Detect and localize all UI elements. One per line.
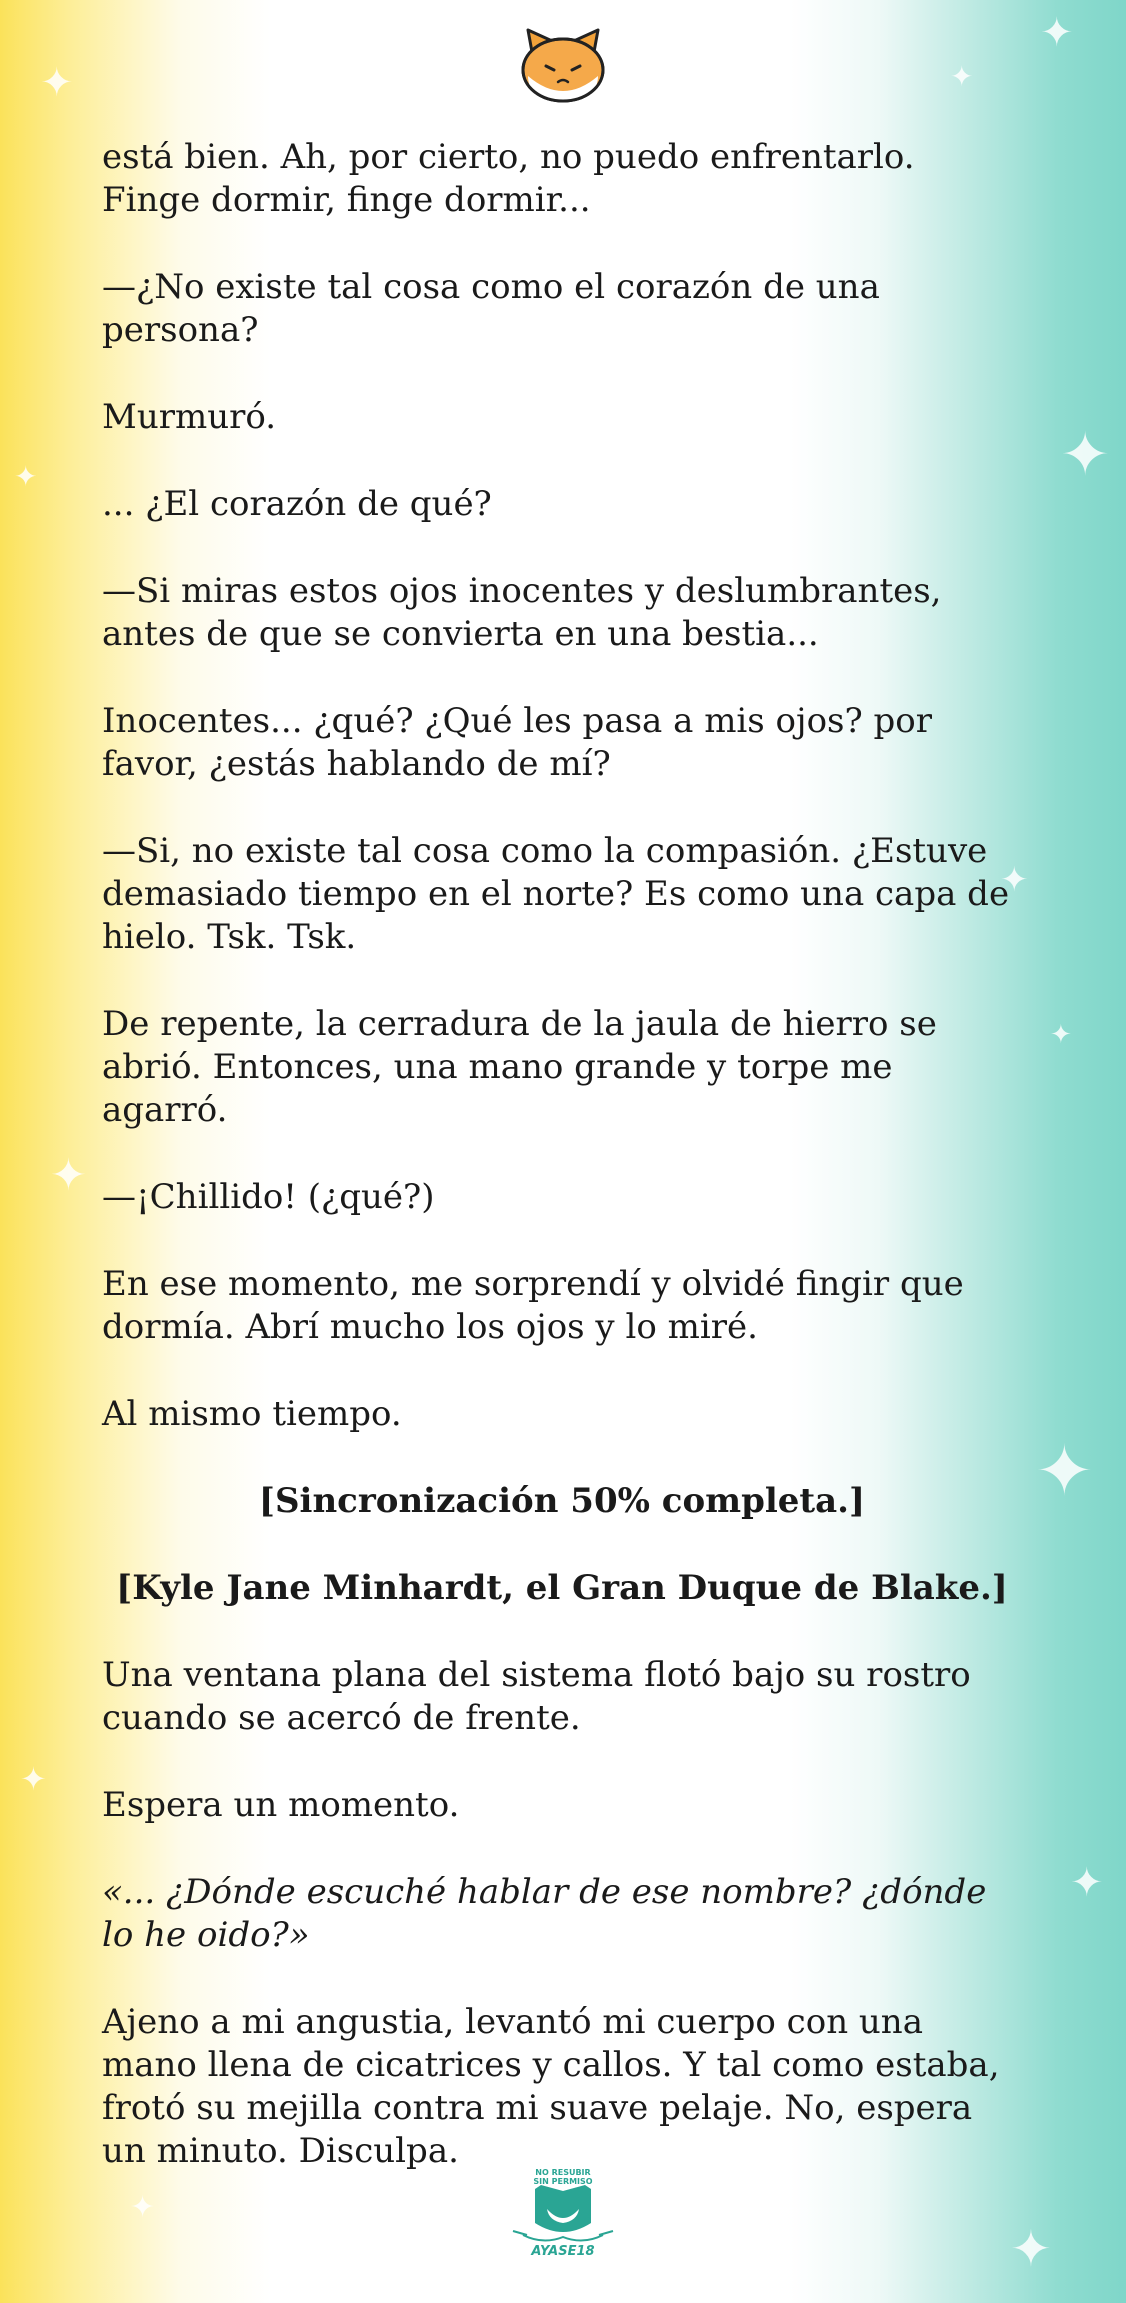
system-message: [Sincronización 50% completa.]	[258, 1481, 866, 1521]
cat-mask-logo-icon	[513, 2185, 613, 2241]
watermark-top-text-2: SIN PERMISO	[533, 2177, 593, 2186]
sparkle-icon: ✦	[14, 460, 38, 493]
paragraph: —Si, no existe tal cosa como la compasión. ¿Estuve demasiado tiempo en el norte? Es como una capa de hielo. Tsk. Tsk.	[102, 831, 1010, 957]
sparkle-icon: ✦	[1010, 2220, 1052, 2278]
system-message: [Kyle Jane Minhardt, el Gran Duque de Blake.]	[116, 1568, 1008, 1608]
paragraph: Ajeno a mi angustia, levantó mi cuerpo con una mano llena de cicatrices y callos. Y tal como estaba, frotó su mejilla contra mi suave pelaje. No, espera un minuto. Disculpa.	[102, 2002, 1000, 2171]
sparkle-icon: ✦	[1035, 1430, 1094, 1512]
paragraph: De repente, la cerradura de la jaula de hierro se abrió. Entonces, una mano grande y torpe me agarró.	[102, 1004, 937, 1130]
paragraph: Espera un momento.	[102, 1785, 460, 1825]
inner-thought: «... ¿Dónde escuché hablar de ese nombre? ¿dónde lo he oido?»	[102, 1872, 987, 1955]
sparkle-icon: ✦	[1000, 860, 1029, 900]
watermark-top-text-1: NO RESUBIR	[535, 2168, 591, 2177]
watermark-name: AYASE18	[531, 2244, 595, 2259]
paragraph: En ese momento, me sorprendí y olvidé fingir que dormía. Abrí mucho los ojos y lo miré.	[102, 1264, 964, 1347]
paragraph: Al mismo tiempo.	[102, 1394, 402, 1434]
paragraph: Una ventana plana del sistema flotó bajo su rostro cuando se acercó de frente.	[102, 1655, 971, 1738]
hamster-face-icon	[518, 26, 608, 104]
watermark-logo	[493, 2165, 633, 2265]
paragraph: Inocentes... ¿qué? ¿Qué les pasa a mis ojos? por favor, ¿estás hablando de mí?	[102, 701, 933, 784]
paragraph: —¡Chillido! (¿qué?)	[102, 1177, 435, 1217]
paragraph: —Si miras estos ojos inocentes y deslumbrantes, antes de que se convierta en una bestia...	[102, 571, 942, 654]
sparkle-icon: ✦	[1060, 420, 1111, 490]
sparkle-icon: ✦	[1050, 1020, 1072, 1050]
paragraph: Murmuró.	[102, 397, 277, 437]
sparkle-icon: ✦	[1040, 10, 1074, 56]
paragraph: ... ¿El corazón de qué?	[102, 484, 492, 524]
sparkle-icon: ✦	[1070, 1860, 1104, 1906]
paragraph: —¿No existe tal cosa como el corazón de una persona?	[102, 267, 880, 350]
sparkle-icon: ✦	[40, 60, 74, 106]
chapter-text	[102, 136, 1022, 2217]
sparkle-icon: ✦	[50, 1150, 87, 1201]
sparkle-icon: ✦	[20, 1760, 47, 1798]
paragraph: está bien. Ah, por cierto, no puedo enfrentarlo. Finge dormir, finge dormir...	[102, 137, 915, 220]
sparkle-icon: ✦	[130, 2190, 156, 2225]
sparkle-icon: ✦	[950, 60, 974, 93]
